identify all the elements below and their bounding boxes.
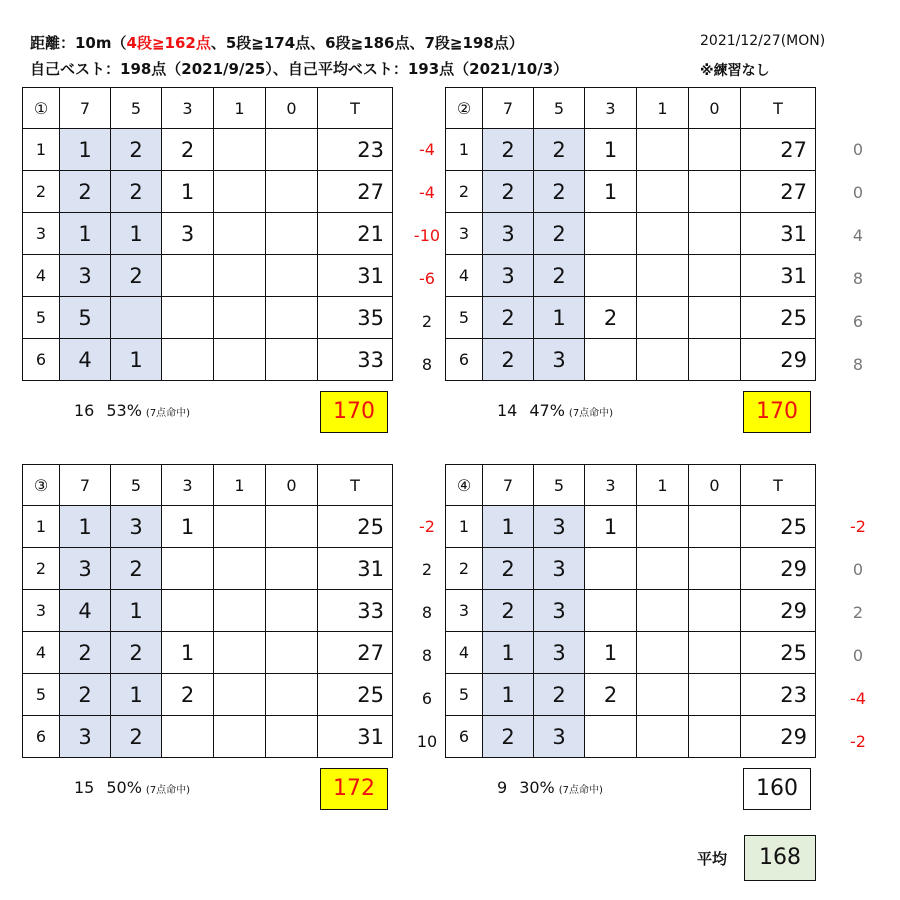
hit-count-cell: 2 (534, 255, 585, 297)
score-table (445, 87, 816, 381)
hit-count-cell (585, 548, 637, 590)
distance-prefix: 距離：10m（ (30, 34, 127, 52)
hit-count-cell (689, 255, 741, 297)
end-total: 31 (318, 255, 393, 297)
difference-value: -4 (419, 140, 435, 159)
hit-count-cell: 1 (585, 129, 637, 171)
end-row (23, 171, 393, 213)
hit-count-cell: 2 (483, 129, 534, 171)
column-header: 7 (483, 465, 534, 506)
hit-count-cell (689, 506, 741, 548)
end-number: 3 (446, 213, 483, 255)
header-row (446, 88, 816, 129)
hit-count-cell (637, 339, 689, 381)
round-label: ② (446, 88, 483, 129)
round-label: ③ (23, 465, 60, 506)
column-header: T (318, 465, 393, 506)
end-total: 25 (741, 632, 816, 674)
difference-value: 0 (852, 646, 864, 665)
hit-count-cell: 2 (111, 171, 162, 213)
dan-thresholds: 、5段≧174点、6段≧186点、7段≧198点） (210, 34, 524, 52)
round-total: 170 (743, 391, 811, 433)
header-row (446, 465, 816, 506)
end-total: 31 (741, 255, 816, 297)
end-total: 31 (741, 213, 816, 255)
difference-value: 2 (421, 312, 433, 331)
end-number: 2 (23, 548, 60, 590)
hit-count-cell (162, 297, 214, 339)
hit-count-cell (689, 213, 741, 255)
hit-count-cell: 3 (483, 213, 534, 255)
hit-count-cell: 1 (585, 506, 637, 548)
score-table (445, 464, 816, 758)
difference-value: 8 (852, 269, 864, 288)
hit-count-cell: 1 (483, 506, 534, 548)
end-total: 23 (741, 674, 816, 716)
end-total: 29 (741, 716, 816, 758)
end-number: 4 (23, 255, 60, 297)
practice-note: ※練習なし (700, 63, 770, 79)
hit-count-cell: 2 (60, 632, 111, 674)
hit-count-cell (637, 674, 689, 716)
hit-count-cell: 3 (534, 548, 585, 590)
hit-count-cell (637, 716, 689, 758)
end-number: 2 (446, 548, 483, 590)
hit-count-cell: 1 (111, 339, 162, 381)
hit-count-cell (266, 674, 318, 716)
difference-value: -10 (413, 226, 441, 245)
hit-summary (497, 778, 603, 797)
column-header: 0 (266, 88, 318, 129)
end-row (446, 506, 816, 548)
end-number: 4 (446, 632, 483, 674)
end-row (23, 506, 393, 548)
end-total: 31 (318, 548, 393, 590)
column-header: 3 (585, 465, 637, 506)
hit-count-cell: 2 (162, 674, 214, 716)
hit-count-cell (266, 590, 318, 632)
hit-count-cell (689, 590, 741, 632)
hit-count-cell (266, 339, 318, 381)
difference-value: 4 (852, 226, 864, 245)
hit-count-cell: 4 (60, 339, 111, 381)
hit-count-cell (637, 297, 689, 339)
hit-summary (74, 778, 190, 797)
end-total: 29 (741, 339, 816, 381)
hit-count-cell: 2 (534, 129, 585, 171)
column-header: 5 (534, 88, 585, 129)
end-row (23, 255, 393, 297)
column-header: 3 (162, 88, 214, 129)
column-header: 1 (214, 88, 266, 129)
score-table (22, 464, 393, 758)
end-row (23, 716, 393, 758)
hit-count-cell: 1 (162, 632, 214, 674)
hit-count-cell: 1 (585, 171, 637, 213)
end-total: 25 (318, 506, 393, 548)
end-row (446, 255, 816, 297)
column-header: 5 (111, 465, 162, 506)
seven-hit-percent: 30% (519, 778, 555, 797)
seven-hit-count: 16 (74, 401, 95, 420)
difference-value: 8 (421, 355, 433, 374)
hit-count-cell: 2 (483, 548, 534, 590)
hit-count-cell: 1 (483, 632, 534, 674)
hit-count-cell: 5 (60, 297, 111, 339)
end-number: 5 (446, 297, 483, 339)
hit-count-cell: 3 (111, 506, 162, 548)
column-header: 1 (214, 465, 266, 506)
hit-count-cell (214, 506, 266, 548)
hit-count-cell (214, 297, 266, 339)
end-row (446, 339, 816, 381)
hit-count-cell: 3 (60, 716, 111, 758)
seven-hit-note: (7点命中) (145, 785, 191, 796)
hit-summary (74, 401, 190, 420)
end-number: 1 (446, 129, 483, 171)
end-total: 25 (741, 506, 816, 548)
hit-count-cell: 1 (111, 213, 162, 255)
hit-count-cell (162, 590, 214, 632)
difference-value: -2 (850, 732, 866, 751)
hit-count-cell (637, 590, 689, 632)
difference-value: 6 (852, 312, 864, 331)
end-total: 21 (318, 213, 393, 255)
hit-count-cell: 2 (111, 548, 162, 590)
difference-value: 10 (416, 732, 438, 751)
end-number: 3 (23, 590, 60, 632)
hit-count-cell (585, 716, 637, 758)
hit-count-cell: 2 (483, 297, 534, 339)
hit-count-cell (162, 548, 214, 590)
end-number: 5 (446, 674, 483, 716)
round-total: 160 (743, 768, 811, 810)
hit-count-cell (637, 255, 689, 297)
difference-value: -4 (850, 689, 866, 708)
hit-count-cell (214, 548, 266, 590)
hit-count-cell (214, 129, 266, 171)
hit-count-cell (266, 255, 318, 297)
hit-count-cell: 2 (585, 297, 637, 339)
column-header: T (318, 88, 393, 129)
end-total: 29 (741, 548, 816, 590)
hit-count-cell (637, 632, 689, 674)
column-header: T (741, 88, 816, 129)
hit-count-cell: 1 (60, 506, 111, 548)
end-row (23, 632, 393, 674)
end-total: 33 (318, 590, 393, 632)
difference-value: -4 (419, 183, 435, 202)
difference-value: 8 (852, 355, 864, 374)
hit-count-cell (689, 297, 741, 339)
distance-line (30, 32, 524, 53)
hit-count-cell (585, 255, 637, 297)
seven-hit-percent: 50% (106, 778, 142, 797)
difference-value: 0 (852, 140, 864, 159)
hit-count-cell (162, 716, 214, 758)
difference-value: 2 (852, 603, 864, 622)
hit-count-cell (266, 171, 318, 213)
hit-count-cell: 2 (534, 171, 585, 213)
hit-count-cell (637, 129, 689, 171)
hit-count-cell: 1 (111, 590, 162, 632)
end-row (446, 548, 816, 590)
hit-count-cell: 2 (111, 129, 162, 171)
end-number: 3 (446, 590, 483, 632)
difference-value: 6 (421, 689, 433, 708)
column-header: 1 (637, 465, 689, 506)
difference-value: -6 (419, 269, 435, 288)
hit-count-cell (266, 297, 318, 339)
difference-value: 8 (421, 646, 433, 665)
average-label: 平均 (697, 850, 728, 868)
hit-count-cell (585, 213, 637, 255)
difference-value: 0 (852, 560, 864, 579)
hit-count-cell: 2 (483, 339, 534, 381)
end-number: 6 (23, 339, 60, 381)
end-total: 27 (318, 632, 393, 674)
seven-hit-note: (7点命中) (558, 785, 603, 796)
hit-count-cell: 1 (60, 129, 111, 171)
end-number: 4 (446, 255, 483, 297)
hit-count-cell: 3 (483, 255, 534, 297)
end-row (23, 129, 393, 171)
hit-count-cell: 4 (60, 590, 111, 632)
end-total: 27 (741, 171, 816, 213)
end-total: 33 (318, 339, 393, 381)
end-row (446, 171, 816, 213)
personal-best-line: 自己ベスト：198点（2021/9/25）、自己平均ベスト：193点（2021/10/3） (30, 60, 569, 78)
difference-value: 8 (421, 603, 433, 622)
column-header: 3 (585, 88, 637, 129)
end-number: 2 (446, 171, 483, 213)
end-number: 1 (446, 506, 483, 548)
hit-count-cell: 3 (534, 632, 585, 674)
header-row (23, 88, 393, 129)
end-row (446, 674, 816, 716)
end-total: 27 (318, 171, 393, 213)
end-row (23, 548, 393, 590)
end-total: 27 (741, 129, 816, 171)
round-total: 170 (320, 391, 388, 433)
seven-hit-count: 14 (497, 401, 518, 420)
hit-count-cell (689, 716, 741, 758)
hit-count-cell: 1 (60, 213, 111, 255)
seven-hit-note: (7点命中) (145, 408, 191, 419)
hit-count-cell: 3 (534, 716, 585, 758)
column-header: 7 (60, 465, 111, 506)
column-header: 5 (111, 88, 162, 129)
column-header: 0 (689, 88, 741, 129)
hit-summary (497, 401, 613, 420)
hit-count-cell (162, 255, 214, 297)
average-value: 168 (744, 835, 816, 881)
hit-count-cell (689, 339, 741, 381)
round-label: ④ (446, 465, 483, 506)
hit-count-cell (637, 171, 689, 213)
hit-count-cell: 1 (162, 171, 214, 213)
hit-count-cell: 2 (483, 171, 534, 213)
hit-count-cell (266, 632, 318, 674)
end-number: 6 (23, 716, 60, 758)
hit-count-cell (214, 213, 266, 255)
end-number: 3 (23, 213, 60, 255)
hit-count-cell (266, 213, 318, 255)
end-row (23, 297, 393, 339)
end-total: 35 (318, 297, 393, 339)
dan-4-threshold: 4段≧162点 (126, 34, 211, 52)
hit-count-cell: 2 (162, 129, 214, 171)
hit-count-cell (689, 548, 741, 590)
hit-count-cell (214, 632, 266, 674)
hit-count-cell: 1 (162, 506, 214, 548)
end-number: 6 (446, 339, 483, 381)
hit-count-cell (266, 716, 318, 758)
column-header: 3 (162, 465, 214, 506)
hit-count-cell (689, 674, 741, 716)
end-row (23, 339, 393, 381)
hit-count-cell (214, 674, 266, 716)
end-number: 1 (23, 129, 60, 171)
end-row (23, 674, 393, 716)
end-row (23, 590, 393, 632)
column-header: 7 (60, 88, 111, 129)
hit-count-cell (637, 213, 689, 255)
hit-count-cell: 2 (483, 590, 534, 632)
hit-count-cell (266, 129, 318, 171)
seven-hit-count: 9 (497, 778, 508, 797)
hit-count-cell: 2 (60, 171, 111, 213)
hit-count-cell: 3 (534, 339, 585, 381)
hit-count-cell: 1 (483, 674, 534, 716)
hit-count-cell (214, 339, 266, 381)
end-row (446, 129, 816, 171)
hit-count-cell: 1 (534, 297, 585, 339)
column-header: 7 (483, 88, 534, 129)
hit-count-cell: 2 (534, 213, 585, 255)
hit-count-cell (585, 339, 637, 381)
hit-count-cell (689, 632, 741, 674)
column-header: 1 (637, 88, 689, 129)
hit-count-cell: 3 (60, 255, 111, 297)
seven-hit-count: 15 (74, 778, 95, 797)
end-total: 29 (741, 590, 816, 632)
end-number: 6 (446, 716, 483, 758)
hit-count-cell: 3 (162, 213, 214, 255)
end-number: 5 (23, 297, 60, 339)
end-row (446, 590, 816, 632)
column-header: 0 (266, 465, 318, 506)
end-number: 4 (23, 632, 60, 674)
hit-count-cell: 1 (585, 632, 637, 674)
hit-count-cell: 2 (483, 716, 534, 758)
end-total: 23 (318, 129, 393, 171)
column-header: 0 (689, 465, 741, 506)
end-number: 2 (23, 171, 60, 213)
hit-count-cell: 1 (111, 674, 162, 716)
hit-count-cell: 3 (534, 590, 585, 632)
round-total: 172 (320, 768, 388, 810)
hit-count-cell (266, 548, 318, 590)
end-row (446, 213, 816, 255)
column-header: T (741, 465, 816, 506)
hit-count-cell: 2 (111, 716, 162, 758)
hit-count-cell (585, 590, 637, 632)
hit-count-cell: 2 (585, 674, 637, 716)
hit-count-cell (214, 255, 266, 297)
end-row (446, 716, 816, 758)
difference-value: 2 (421, 560, 433, 579)
header-row (23, 465, 393, 506)
end-row (446, 297, 816, 339)
end-total: 25 (318, 674, 393, 716)
hit-count-cell: 2 (60, 674, 111, 716)
hit-count-cell: 2 (111, 255, 162, 297)
hit-count-cell (637, 548, 689, 590)
end-total: 31 (318, 716, 393, 758)
seven-hit-percent: 53% (106, 401, 142, 420)
difference-value: -2 (419, 517, 435, 536)
hit-count-cell (637, 506, 689, 548)
hit-count-cell (689, 171, 741, 213)
hit-count-cell (214, 716, 266, 758)
seven-hit-note: (7点命中) (568, 408, 614, 419)
hit-count-cell (111, 297, 162, 339)
end-number: 1 (23, 506, 60, 548)
end-number: 5 (23, 674, 60, 716)
column-header: 5 (534, 465, 585, 506)
round-label: ① (23, 88, 60, 129)
end-total: 25 (741, 297, 816, 339)
hit-count-cell (214, 590, 266, 632)
hit-count-cell: 2 (111, 632, 162, 674)
hit-count-cell: 3 (534, 506, 585, 548)
hit-count-cell: 2 (534, 674, 585, 716)
end-row (446, 632, 816, 674)
session-date: 2021/12/27(MON) (700, 33, 826, 49)
difference-value: 0 (852, 183, 864, 202)
hit-count-cell (214, 171, 266, 213)
end-row (23, 213, 393, 255)
hit-count-cell: 3 (60, 548, 111, 590)
hit-count-cell (266, 506, 318, 548)
hit-count-cell (689, 129, 741, 171)
hit-count-cell (162, 339, 214, 381)
seven-hit-percent: 47% (529, 401, 565, 420)
score-table (22, 87, 393, 381)
difference-value: -2 (850, 517, 866, 536)
